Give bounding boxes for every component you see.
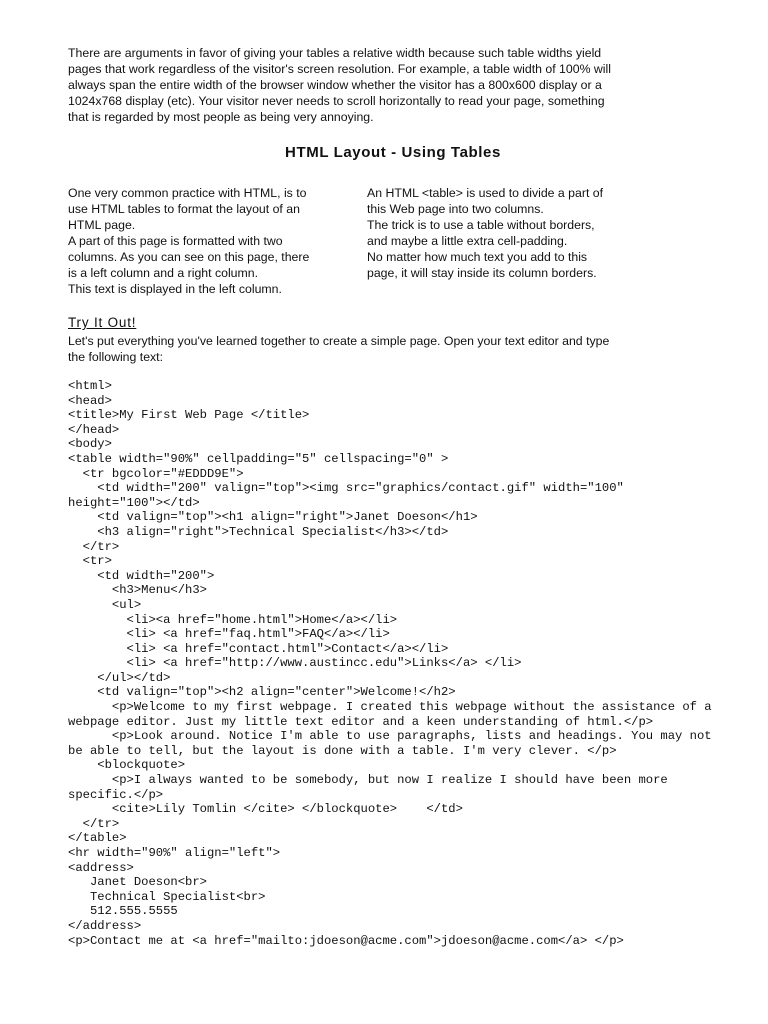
code-line: <html> [68,379,112,393]
left-column-line: is a left column and a right column. [68,266,259,280]
code-line: <blockquote> [68,758,186,773]
code-line: <title>My First Web Page </title> [68,408,310,423]
code-line: <hr width="90%" align="left"> [68,846,281,860]
code-line: <li><a href="home.html">Home</a></li> [68,612,398,627]
code-line: <ul> [68,597,142,612]
code-line: webpage editor. Just my little text editor and a keen understanding of html.</p> [68,714,654,729]
code-line: </head> [68,422,120,437]
code-line: </ul></td> [68,670,171,685]
left-column [68,185,348,297]
intro-line: always span the entire width of the browser window whether the visitor has a 800x600 display or a [68,78,602,92]
code-line: <body> [68,437,112,452]
intro-paragraph [68,45,718,125]
code-line: <p>Look around. Notice I'm able to use paragraphs, lists and headings. You may not [68,729,712,744]
code-line: 512.555.5555 [68,904,178,919]
code-line: specific.</p> [68,787,164,802]
code-line: <td width="200" valign="top"><img src="graphics/contact.gif" width="100" [68,481,624,496]
code-line: <p>I always wanted to be somebody, but now I realize I should have been more [68,773,668,788]
code-line: <p>Welcome to my first webpage. I created this webpage without the assistance of a [68,700,712,715]
left-column-line: One very common practice with HTML, is to [68,186,307,200]
intro-line: that is regarded by most people as being very annoying. [68,110,374,124]
intro-line: There are arguments in favor of giving your tables a relative width because such table widths yield [68,46,602,60]
code-line: <tr> [68,554,112,569]
code-line: Technical Specialist<br> [68,889,266,904]
left-column-line: columns. As you can see on this page, there [68,250,310,264]
try-it-line: the following text: [68,350,164,364]
right-column-line: page, it will stay inside its column borders. [367,266,597,280]
intro-line: 1024x768 display (etc). Your visitor never needs to scroll horizontally to read your page, something [68,94,605,108]
code-line: height="100"></td> [68,495,200,510]
code-line: be able to tell, but the layout is done with a table. I'm very clever. </p> [68,743,617,758]
intro-line: pages that work regardless of the visitor's screen resolution. For example, a table width of 100% will [68,62,611,76]
code-line: <h3 align="right">Technical Specialist</h3></td> [68,524,449,539]
code-line: <head> [68,393,112,408]
code-line: <td valign="top"><h1 align="right">Janet Doeson</h1> [68,510,478,525]
code-line: <li> <a href="contact.html">Contact</a></li> [68,641,449,656]
left-column-line: use HTML tables to format the layout of an [68,202,300,216]
code-line: </address> [68,918,142,933]
right-column-line: No matter how much text you add to this [367,250,588,264]
right-column-line: and maybe a little extra cell-padding. [367,234,568,248]
code-line: <address> [68,860,134,875]
right-column-line: this Web page into two columns. [367,202,544,216]
code-line: <td width="200"> [68,568,215,583]
code-line: <h3>Menu</h3> [68,583,207,598]
right-column-line: The trick is to use a table without borders, [367,218,595,232]
document-page [68,45,718,948]
code-line: <li> <a href="http://www.austincc.edu">Links</a> </li> [68,656,522,671]
try-it-instructions [68,333,718,365]
section-heading: HTML Layout - Using Tables [285,144,501,161]
code-line: </table> [68,831,127,846]
code-line: <tr bgcolor="#EDDD9E"> [68,466,244,481]
right-column [367,185,657,281]
left-column-line: HTML page. [68,218,136,232]
code-line: <table width="90%" cellpadding="5" cellspacing="0" > [68,451,449,466]
two-column-example [68,185,718,297]
code-line: Janet Doeson<br> [68,875,207,890]
left-column-line: A part of this page is formatted with two [68,234,283,248]
try-it-heading: Try It Out! [68,315,137,330]
code-line: <p>Contact me at <a href="mailto:jdoeson@acme.com">jdoeson@acme.com</a> </p> [68,933,624,948]
code-line: </tr> [68,816,120,831]
code-line: </tr> [68,539,120,554]
code-line: <cite>Lily Tomlin </cite> </blockquote> </td> [68,802,463,817]
code-line: <td valign="top"><h2 align="center">Welcome!</h2> [68,685,456,700]
right-column-line: An HTML <table> is used to divide a part of [367,186,604,200]
code-listing [68,379,728,948]
code-line: <li> <a href="faq.html">FAQ</a></li> [68,627,390,642]
try-it-line: Let's put everything you've learned together to create a simple page. Open your text editor and type [68,334,610,348]
left-column-line: This text is displayed in the left column. [68,282,282,296]
